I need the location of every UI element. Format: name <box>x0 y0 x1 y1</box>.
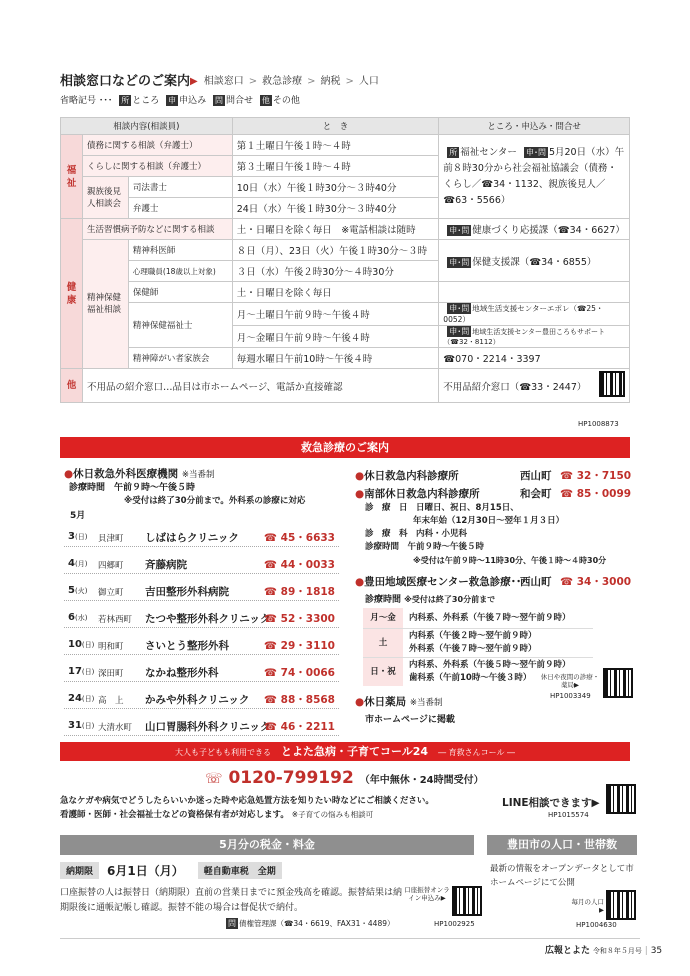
clinic-row <box>64 689 339 709</box>
clinic-date: 6(水) <box>68 612 88 623</box>
emergency-right-section: ●休日救急内科診療所 西山町 ☎ 32・7150 ●南部休日救急内科診療所 和会町 ☎ 85・0099 診 療 日 日曜日、祝日、8月15日、 年末年始（12月30日～翌年１月３日） 診 療 科 内科・小児科 診療時間 午前９時～午後５時 ※受付は午前９時～11時30分、午後１時～４時30分 ●豊田地域医療センター救急診療･･･ 西山町 ☎ 34・3000 診療時間 ※受付は終了30分前まで 月～金 内科系、外科系（午後７時～翌午前９時） 土 内科系（午後２時～翌午前９時） 外科系（午後７時～翌午前９時） 日・祝 内科系、外科系（午後５時～翌午前９時） 歯科系（午前10時～午後３時） ●休日薬局 ※当番制 市ホームページに掲載 休日や夜間の診療・薬局▶ HP1003349 <box>355 470 632 725</box>
pharmacy-qr-icon[interactable] <box>603 668 633 698</box>
clinic-name: しばはらクリニック <box>145 532 239 544</box>
call-banner: 大人も子どもも利用できる とよた急病・子育てコール24 ― 育救さんコール ― <box>60 742 630 761</box>
triangle-icon: ▶ <box>190 76 198 87</box>
clinic-phone[interactable]: ☎ 46・2211 <box>263 721 335 733</box>
crumb-consult[interactable]: 相談窓口 <box>203 76 244 87</box>
page-title: 相談窓口などのご案内 <box>60 74 191 89</box>
qr-code-icon[interactable] <box>599 371 625 397</box>
welfare-place: 所 福祉センター 申･問 5月20日（水）午前８時30分から社会福祉協議会（債務・くらし／☎34・1132、親族後見人／☎63・5566） <box>439 135 630 219</box>
clinic-phone[interactable]: ☎ 52・3300 <box>263 613 335 625</box>
tax-banner: 5月分の税金・料金 <box>60 835 474 855</box>
call-number[interactable]: ☏ 0120-799192 （年中無休・24時間受付） <box>205 768 484 788</box>
clinic-town: 深田町 <box>98 669 124 679</box>
clinic-name: 斉藤病院 <box>145 559 187 571</box>
breadcrumb: ▶ 相談窓口 > 救急診療 > 納税 > 人口 <box>190 76 379 87</box>
clinic-row <box>64 635 339 655</box>
clinic-town: 若林西町 <box>98 615 133 625</box>
clinic-name: さいとう整形外科 <box>145 640 229 652</box>
crumb-tax[interactable]: 納税 <box>320 76 341 87</box>
clinic-town: 大清水町 <box>98 723 133 733</box>
clinic-date: 24(日) <box>68 693 95 704</box>
crumb-emergency[interactable]: 救急診療 <box>262 76 303 87</box>
clinic-name: たつや整形外科クリニック <box>145 613 271 625</box>
clinic-row <box>64 716 339 736</box>
clinic-phone[interactable]: ☎ 44・0033 <box>263 559 335 571</box>
clinic-date: 4(月) <box>68 558 88 569</box>
clinic-phone[interactable]: ☎ 88・8568 <box>263 694 335 706</box>
clinic-name: 吉田整形外科病院 <box>145 586 229 598</box>
holiday-surgery-section: ●休日救急外科医療機関 ※当番制 診療時間 午前９時～午後５時 ※受付は終了30分前まで。外科系の診療に対応 5月 3(日) 貝津町 しばはらクリニック ☎ 45・6633 4(月) 四郷町 斉藤病院 ☎ 44・0033 5(火) 御立町 吉田整形外科病院 ☎ 89・1818 6(水) 若林西町 たつや整形外科クリニック ☎ 52・3300 10(日) 明和町 さいとう整形外科 ☎ 29・3110 17(日) 深田町 なかね整形外科 ☎ 74・0066 24(日) 高 上 かみや外科クリニック ☎ 88・8568 31(日) 大清水町 山口胃腸科外科クリニック ☎ 46・2211 <box>64 468 339 743</box>
clinic-name: なかね整形外科 <box>145 667 219 679</box>
clinic-name: かみや外科クリニック <box>145 694 250 706</box>
clinic-town: 明和町 <box>98 642 124 652</box>
clinic-row <box>64 608 339 628</box>
phone-icon: ☏ <box>205 771 223 787</box>
consultation-table: 相談内容(相談員) と き ところ・申込み・問合せ 福祉 債務に関する相談（弁護士） 第１土曜日午後１時～４時 所 福祉センター 申･問 5月20日（水）午前８時30分から社会福祉協議会（債務・くらし／☎34・1132、親族後見人／☎63・5566） くらしに関する相談（弁護士） 第３土曜日午後１時～４時 親族後見人相談会 司法書士 10日（水）午後１時30分～３時40分 弁護士 24日（水）午後１時30分～３時40分 健康 生活習慣病予防などに関する相談 土・日曜日を除く毎日 ※電話相談は随時 申･問 健康づくり応援課（☎34・6627） 精神保健福祉相談 精神科医師 ８日（月）、23日（火）午後１時30分～３時 申･問 保健支援課（☎34・6855） 心理職員(18歳以上対象) ３日（水）午後２時30分～４時30分 保健師 土・日曜日を除く毎日 精神保健福祉士 月～土曜日午前９時～午後４時 申･問 地域生活支援センターエポレ（☎25・0052） 月～金曜日午前９時～午後４時 申･問 地域生活支援センター豊田ころもサポート（☎32・8112） 精神障がい者家族会 毎週水曜日午前10時～午後４時 ☎070・2214・3397 他 不用品の紹介窓口…品目は市ホームページ、電話か直接確認 不用品紹介窓口（☎33・2447） <box>60 117 630 403</box>
clinic-row <box>64 554 339 574</box>
clinic-row <box>64 581 339 601</box>
page-footer: 広報とよた 令和８年５月号 | 35 <box>545 946 663 956</box>
clinic-date: 5(火) <box>68 585 88 596</box>
category-welfare: 福祉 <box>61 135 83 219</box>
line-qr-icon[interactable] <box>606 784 636 814</box>
category-other: 他 <box>61 369 83 403</box>
clinic-town: 御立町 <box>98 588 124 598</box>
population-qr-icon[interactable] <box>606 890 636 920</box>
clinic-town: 高 上 <box>98 696 124 706</box>
clinic-phone[interactable]: ☎ 29・3110 <box>263 640 335 652</box>
line-consult-link[interactable]: LINE相談できます▶ <box>502 797 600 809</box>
clinic-phone[interactable]: ☎ 89・1818 <box>263 586 335 598</box>
clinic-date: 17(日) <box>68 666 95 677</box>
clinic-phone[interactable]: ☎ 45・6633 <box>263 532 335 544</box>
clinic-town: 貝津町 <box>98 534 124 544</box>
population-banner: 豊田市の人口・世帯数 <box>487 835 637 855</box>
clinic-town: 四郷町 <box>98 561 124 571</box>
crumb-population[interactable]: 人口 <box>358 76 379 87</box>
clinic-row <box>64 662 339 682</box>
clinic-name: 山口胃腸科外科クリニック <box>145 721 271 733</box>
category-health: 健康 <box>61 219 83 369</box>
clinic-date: 31(日) <box>68 720 95 731</box>
clinic-row <box>64 527 339 547</box>
clinic-date: 10(日) <box>68 639 95 650</box>
abbreviation-legend: 省略記号 ･･･ 所 ところ 申 申込み 問 問合せ 他 その他 <box>60 96 300 106</box>
emergency-banner: 救急診療のご案内 <box>60 437 630 458</box>
clinic-phone[interactable]: ☎ 74・0066 <box>263 667 335 679</box>
clinic-date: 3(日) <box>68 531 88 542</box>
tax-qr-icon[interactable] <box>452 886 482 916</box>
